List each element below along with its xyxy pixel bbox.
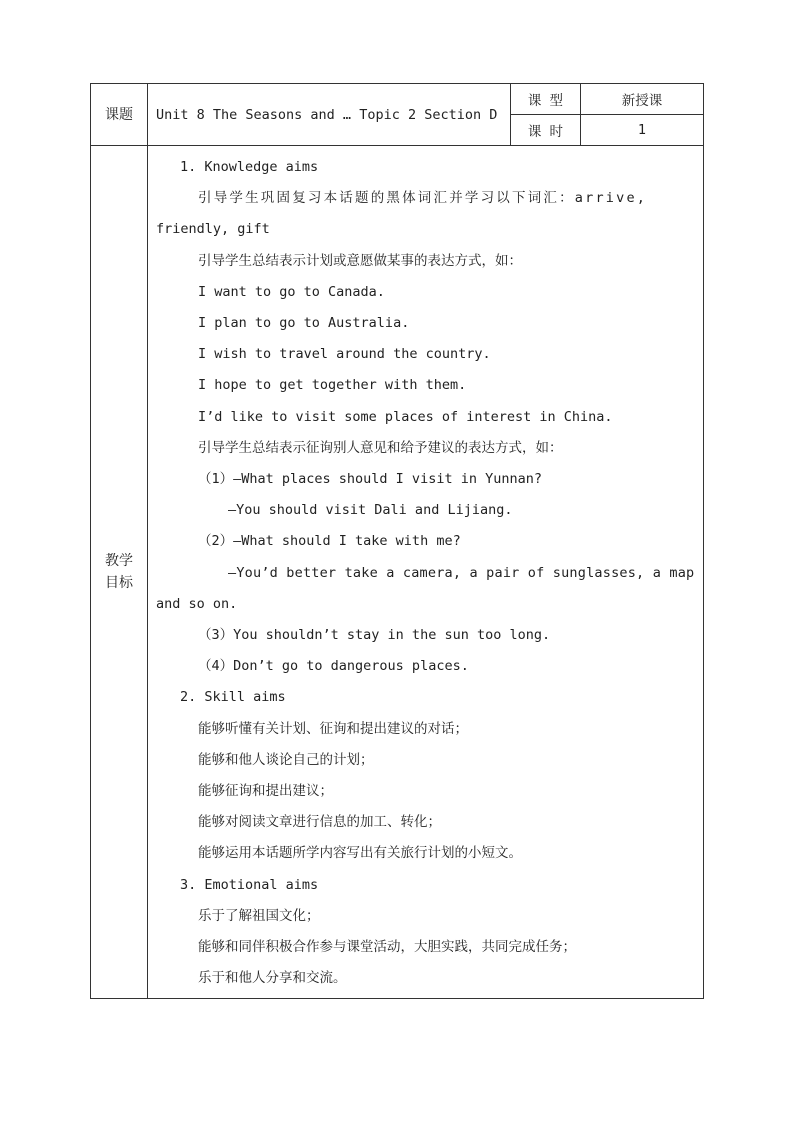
advice-2-answer-line1: —You’d better take a camera, a pair of sunglasses, a map <box>228 564 695 581</box>
emotional-item: 乐于和他人分享和交流。 <box>198 970 347 987</box>
type-label: 课 型 <box>527 93 564 109</box>
period-value-cell <box>581 115 704 146</box>
advice-1-question: （1）—What places should I visit in Yunnan? <box>198 471 542 488</box>
skill-aims-heading: 2. Skill aims <box>180 689 286 706</box>
plan-example: I hope to get together with them. <box>198 377 467 394</box>
skill-item: 能够和他人谈论自己的计划； <box>198 751 374 768</box>
lesson-plan-table <box>90 83 704 999</box>
advice-2-answer-line2: and so on. <box>156 595 238 612</box>
plan-example: I want to go to Canada. <box>198 283 385 300</box>
vocab-line-b: friendly, gift <box>156 221 270 238</box>
topic-label-cell <box>91 84 148 146</box>
advice-intro: 引导学生总结表示征询别人意见和给予建议的表达方式，如： <box>198 439 563 456</box>
advice-4: （4）Don’t go to dangerous places. <box>198 658 469 675</box>
objectives-label-line1: 教学 <box>105 553 133 570</box>
plan-example: I wish to travel around the country. <box>198 346 491 363</box>
skill-item: 能够听懂有关计划、征询和提出建议的对话； <box>198 720 468 737</box>
period-value: 1 <box>637 122 647 138</box>
type-value: 新授课 <box>621 93 663 109</box>
knowledge-aims-heading: 1. Knowledge aims <box>180 159 319 175</box>
type-value-cell <box>581 84 704 115</box>
period-label: 课 时 <box>527 124 564 140</box>
plan-example: I’d like to visit some places of interest in China. <box>198 408 613 425</box>
emotional-item: 乐于了解祖国文化； <box>198 907 320 924</box>
objectives-label-line2: 目标 <box>105 575 133 592</box>
topic-label: 课题 <box>105 106 133 123</box>
skill-item: 能够征询和提出建议； <box>198 783 333 800</box>
advice-1-answer: —You should visit Dali and Lijiang. <box>228 502 513 519</box>
objectives-row <box>91 146 704 999</box>
type-label-cell <box>511 84 581 115</box>
skill-item: 能够对阅读文章进行信息的加工、转化； <box>198 814 441 831</box>
objectives-content-cell <box>148 146 704 999</box>
skill-item: 能够运用本话题所学内容写出有关旅行计划的小短文。 <box>198 845 522 862</box>
plan-example: I plan to go to Australia. <box>198 315 410 332</box>
emotional-aims-heading: 3. Emotional aims <box>180 876 319 893</box>
header-row-1 <box>91 84 704 115</box>
advice-2-question: （2）—What should I take with me? <box>198 533 461 550</box>
objectives-label-cell <box>91 146 148 999</box>
period-label-cell <box>511 115 581 146</box>
emotional-item: 能够和同伴积极合作参与课堂活动，大胆实践，共同完成任务； <box>198 939 576 956</box>
topic-cell <box>148 84 511 146</box>
topic-title: Unit 8 The Seasons and … Topic 2 Section D <box>156 106 498 123</box>
vocab-line-a: 引导学生巩固复习本话题的黑体词汇并学习以下词汇：arrive, <box>198 190 648 207</box>
advice-3: （3）You shouldn’t stay in the sun too long. <box>198 627 551 644</box>
plan-intro: 引导学生总结表示计划或意愿做某事的表达方式，如： <box>198 252 522 269</box>
